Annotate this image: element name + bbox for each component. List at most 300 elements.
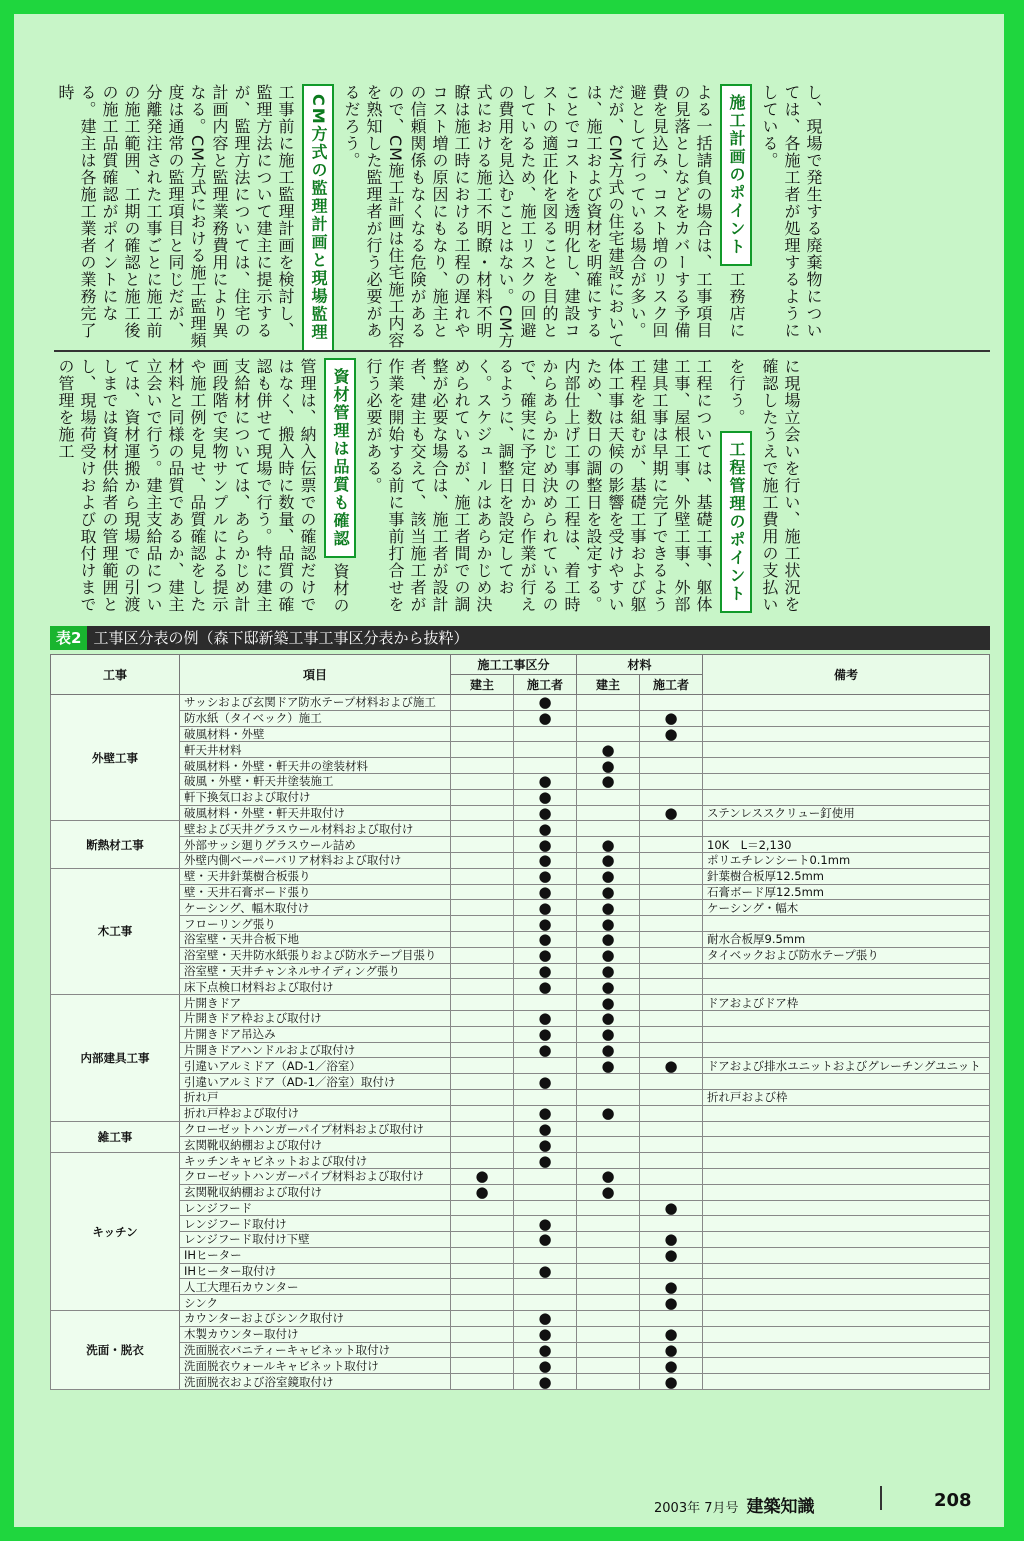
mark-cell: [640, 979, 703, 995]
col-header-zairyo: 材料: [577, 655, 703, 675]
mark-cell: ●: [640, 1326, 703, 1342]
table-row: [51, 947, 990, 963]
mark-cell: ●: [514, 916, 577, 932]
mark-cell: ●: [640, 1200, 703, 1216]
category-cell: 洗面・脱衣: [51, 1311, 180, 1390]
item-cell: 片開きドア吊込み: [180, 1026, 451, 1042]
table-row: [51, 1074, 990, 1090]
note-cell: [703, 1137, 990, 1153]
mark-cell: [451, 837, 514, 853]
issue-date: 2003年 7月号: [654, 1501, 739, 1516]
mark-cell: ●: [514, 821, 577, 837]
mark-cell: ●: [640, 805, 703, 821]
table-title: 工事区分表の例（森下邸新築工事工事区分表から抜粋）: [93, 629, 469, 647]
mark-cell: ●: [514, 979, 577, 995]
table-row: [51, 1153, 990, 1169]
mark-cell: [640, 1311, 703, 1327]
mark-cell: [451, 1042, 514, 1058]
item-cell: シンク: [180, 1295, 451, 1311]
col-header-kouji: 工事: [51, 655, 180, 695]
mark-cell: [451, 1247, 514, 1263]
table-caption: [50, 626, 990, 650]
mark-cell: [451, 1216, 514, 1232]
mark-cell: [514, 1295, 577, 1311]
mark-cell: [640, 1042, 703, 1058]
table-row: [51, 1247, 990, 1263]
table-row: [51, 979, 990, 995]
mark-cell: ●: [514, 963, 577, 979]
note-cell: [703, 963, 990, 979]
mark-cell: ●: [514, 1042, 577, 1058]
note-cell: [703, 979, 990, 995]
mark-cell: [640, 995, 703, 1011]
mark-cell: ●: [514, 1074, 577, 1090]
mark-cell: ●: [514, 884, 577, 900]
item-cell: クローゼットハンガーパイプ材料および取付け: [180, 1121, 451, 1137]
mark-cell: ●: [514, 773, 577, 789]
mark-cell: ●: [514, 789, 577, 805]
mark-cell: [451, 805, 514, 821]
mark-cell: [640, 1216, 703, 1232]
mark-cell: ●: [577, 995, 640, 1011]
mark-cell: ●: [514, 1311, 577, 1327]
note-cell: [703, 789, 990, 805]
mark-cell: [451, 1089, 514, 1105]
mark-cell: [640, 758, 703, 774]
mark-cell: [451, 1074, 514, 1090]
col-header-biko: 備考: [703, 655, 990, 695]
note-cell: ドアおよびドア枠: [703, 995, 990, 1011]
mark-cell: [577, 695, 640, 711]
heading-schedule: 工程管理のポイント: [720, 431, 752, 613]
mark-cell: [577, 1232, 640, 1248]
mark-cell: [514, 1089, 577, 1105]
item-cell: 軒天井材料: [180, 742, 451, 758]
note-cell: [703, 1026, 990, 1042]
table-tag: 表2: [50, 626, 87, 650]
mark-cell: ●: [577, 1042, 640, 1058]
note-cell: [703, 710, 990, 726]
mark-cell: ●: [640, 1342, 703, 1358]
item-cell: 破風材料・外壁・軒天井取付け: [180, 805, 451, 821]
mark-cell: [577, 1279, 640, 1295]
mark-cell: ●: [577, 1058, 640, 1074]
mark-cell: [451, 789, 514, 805]
mark-cell: [577, 1295, 640, 1311]
note-cell: [703, 773, 990, 789]
col-header-koumoku: 項目: [180, 655, 451, 695]
lower-paragraph-2: 工程については、基礎工事、躯体工事、屋根工事、外壁工事、外部建具工事は早期に完了できるよう工程を組むが、基礎工事および躯体工事は天候の影響を受けやすいため、数日の調整日を設定する。内部仕上げ工事の工程は、着工時からあらかじめ決められているので、確実に予定日から作業が行えるように、調整日を設定しておく。スケジュールはあらかじめ決められているが、施工者間での調整が必要な場合は、施工者が設計者、建主も交えて、該当施工者が作業を開始する前に事前打合せを行う必要がある。: [364, 358, 713, 613]
item-cell: 浴室壁・天井防水紙張りおよび防水テープ目張り: [180, 947, 451, 963]
col-header-sekousha: 施工者: [514, 675, 577, 695]
mark-cell: ●: [577, 1105, 640, 1121]
mark-cell: [451, 1058, 514, 1074]
item-cell: 壁・天井針葉樹合板張り: [180, 868, 451, 884]
mark-cell: [577, 1247, 640, 1263]
mark-cell: [514, 742, 577, 758]
mark-cell: ●: [640, 1295, 703, 1311]
item-cell: カウンターおよびシンク取付け: [180, 1311, 451, 1327]
mark-cell: [451, 1374, 514, 1390]
mark-cell: [451, 1232, 514, 1248]
item-cell: 洗面脱衣ウォールキャビネット取付け: [180, 1358, 451, 1374]
mark-cell: ●: [514, 1216, 577, 1232]
col-header-kenshu-material: 建主: [577, 675, 640, 695]
mark-cell: [577, 1121, 640, 1137]
item-cell: 破風材料・外壁: [180, 726, 451, 742]
mark-cell: ●: [514, 868, 577, 884]
table-row: [51, 1026, 990, 1042]
mark-cell: [577, 789, 640, 805]
mark-cell: [451, 1010, 514, 1026]
note-cell: 針葉樹合板厚12.5mm: [703, 868, 990, 884]
note-cell: [703, 1374, 990, 1390]
table-row: [51, 900, 990, 916]
table-body: [51, 695, 990, 1390]
note-cell: [703, 1342, 990, 1358]
item-cell: 玄関靴収納棚および取付け: [180, 1137, 451, 1153]
note-cell: [703, 1358, 990, 1374]
mark-cell: [577, 1216, 640, 1232]
mark-cell: [640, 900, 703, 916]
mark-cell: ●: [514, 1232, 577, 1248]
table-row: [51, 1279, 990, 1295]
note-cell: ケーシング・幅木: [703, 900, 990, 916]
mark-cell: ●: [577, 742, 640, 758]
mark-cell: [514, 1168, 577, 1184]
table-row: [51, 963, 990, 979]
item-cell: 外部サッシ廻りグラスウール詰め: [180, 837, 451, 853]
mark-cell: ●: [640, 1232, 703, 1248]
mark-cell: [577, 1089, 640, 1105]
item-cell: 浴室壁・天井チャンネルサイディング張り: [180, 963, 451, 979]
mark-cell: [640, 789, 703, 805]
lower-paragraph-1: に現場立会いを行い、施工状況を確認したうえで施工費用の支払いを行う。: [727, 358, 801, 613]
note-cell: タイベックおよび防水テープ張り: [703, 947, 990, 963]
heading-cm-supervision: CM方式の監理計画と現場監理: [302, 84, 334, 352]
note-cell: 折れ戸および枠: [703, 1089, 990, 1105]
col-header-kubun: 施工工事区分: [451, 655, 577, 675]
mark-cell: [451, 963, 514, 979]
mark-cell: [577, 1153, 640, 1169]
note-cell: [703, 1168, 990, 1184]
mark-cell: ●: [514, 805, 577, 821]
mark-cell: ●: [577, 773, 640, 789]
mark-cell: [577, 1358, 640, 1374]
mark-cell: [451, 916, 514, 932]
col-header-sekousha-material: 施工者: [640, 675, 703, 695]
table-row: [51, 1105, 990, 1121]
item-cell: 引違いアルミドア（AD-1／浴室）取付け: [180, 1074, 451, 1090]
mark-cell: [451, 1326, 514, 1342]
lower-text-block: [54, 358, 990, 616]
item-cell: フローリング張り: [180, 916, 451, 932]
mark-cell: [640, 695, 703, 711]
mark-cell: [577, 1342, 640, 1358]
mark-cell: [451, 868, 514, 884]
table-row: [51, 1184, 990, 1200]
mark-cell: ●: [577, 979, 640, 995]
mark-cell: ●: [577, 1010, 640, 1026]
table-row: [51, 1326, 990, 1342]
mark-cell: ●: [514, 710, 577, 726]
table-row: [51, 773, 990, 789]
mark-cell: [451, 1358, 514, 1374]
note-cell: [703, 1247, 990, 1263]
note-cell: [703, 1326, 990, 1342]
mark-cell: ●: [514, 1153, 577, 1169]
mark-cell: [640, 1121, 703, 1137]
mark-cell: [640, 852, 703, 868]
note-cell: [703, 1121, 990, 1137]
item-cell: 洗面脱衣バニティーキャビネット取付け: [180, 1342, 451, 1358]
mark-cell: [577, 710, 640, 726]
mark-cell: ●: [640, 1358, 703, 1374]
mark-cell: [577, 821, 640, 837]
item-cell: 引違いアルミドア（AD-1／浴室）: [180, 1058, 451, 1074]
magazine-name: 建築知識: [746, 1497, 815, 1517]
item-cell: サッシおよび玄関ドア防水テープ材料および施工: [180, 695, 451, 711]
category-cell: 木工事: [51, 868, 180, 994]
table-row: [51, 995, 990, 1011]
mark-cell: ●: [514, 852, 577, 868]
note-cell: [703, 742, 990, 758]
mark-cell: [640, 1137, 703, 1153]
mark-cell: [640, 1074, 703, 1090]
mark-cell: ●: [514, 1137, 577, 1153]
category-cell: キッチン: [51, 1153, 180, 1311]
mark-cell: [451, 742, 514, 758]
note-cell: [703, 1010, 990, 1026]
mark-cell: [640, 742, 703, 758]
page-footer: [654, 1490, 972, 1517]
note-cell: 石膏ボード厚12.5mm: [703, 884, 990, 900]
mark-cell: [451, 947, 514, 963]
mark-cell: [577, 1137, 640, 1153]
mark-cell: [514, 1279, 577, 1295]
note-cell: [703, 1074, 990, 1090]
mark-cell: [640, 1263, 703, 1279]
mark-cell: ●: [577, 916, 640, 932]
mark-cell: [451, 979, 514, 995]
item-cell: 壁および天井グラスウール材料および取付け: [180, 821, 451, 837]
table-row: [51, 1010, 990, 1026]
mark-cell: [577, 1311, 640, 1327]
table-row: [51, 1137, 990, 1153]
mark-cell: ●: [514, 900, 577, 916]
upper-paragraph-3: 工事前に施工監理計画を検討し、監理方法について建主に提示するが、監理方法については、住宅の計画内容と監理業務費用により異なる。CM方式における施工監理頻度は通常の監理項目と同じだが、分離発注された工事ごとに施工前の施工範囲、工期の確認と施工後の施工品質確認がポイントになる。建主は各施工業者の業務完了時: [56, 84, 295, 349]
item-cell: 折れ戸枠および取付け: [180, 1105, 451, 1121]
mark-cell: [451, 1153, 514, 1169]
mark-cell: [640, 963, 703, 979]
lower-paragraph-3: 資材の管理は、納入伝票での確認だけではなく、搬入時に数量、品質の確認も併せて現場で行う。特に建主支給材については、あらかじめ計画段階で実物サンプルによる提示や施工例を見せ、品質確認をした材料と同様の品質であるか、建主立会いで行う。建主支給品については、資材運搬から現場での引渡しまでは資材供給者の管理範囲とし、現場荷受けおよび取付けまでの管理を施工: [56, 358, 350, 615]
item-cell: 破風材料・外壁・軒天井の塗装材料: [180, 758, 451, 774]
mark-cell: [514, 1247, 577, 1263]
mark-cell: [451, 884, 514, 900]
mark-cell: ●: [577, 931, 640, 947]
mark-cell: [514, 1184, 577, 1200]
mark-cell: [451, 758, 514, 774]
note-cell: ステンレススクリュー釘使用: [703, 805, 990, 821]
note-cell: [703, 1042, 990, 1058]
mark-cell: [640, 821, 703, 837]
item-cell: 浴室壁・天井合板下地: [180, 931, 451, 947]
note-cell: [703, 1232, 990, 1248]
mark-cell: ●: [514, 1326, 577, 1342]
mark-cell: [451, 1105, 514, 1121]
table-row: [51, 789, 990, 805]
item-cell: 破風・外壁・軒天井塗装施工: [180, 773, 451, 789]
mark-cell: [451, 1279, 514, 1295]
note-cell: [703, 758, 990, 774]
mark-cell: [577, 1326, 640, 1342]
table-row: [51, 837, 990, 853]
note-cell: [703, 821, 990, 837]
mark-cell: [577, 1200, 640, 1216]
table-row: [51, 1295, 990, 1311]
note-cell: [703, 726, 990, 742]
mark-cell: [640, 773, 703, 789]
mark-cell: ●: [577, 758, 640, 774]
mark-cell: ●: [451, 1168, 514, 1184]
mark-cell: ●: [577, 1184, 640, 1200]
mark-cell: [577, 1374, 640, 1390]
table-row: [51, 710, 990, 726]
mark-cell: [514, 1200, 577, 1216]
table-row: [51, 852, 990, 868]
table-row: [51, 1232, 990, 1248]
col-header-kenshu: 建主: [451, 675, 514, 695]
table-row: [51, 742, 990, 758]
item-cell: 片開きドア枠および取付け: [180, 1010, 451, 1026]
item-cell: レンジフード取付け: [180, 1216, 451, 1232]
mark-cell: [451, 1026, 514, 1042]
heading-material-management: 資材管理は品質も確認: [324, 358, 356, 558]
mark-cell: ●: [577, 852, 640, 868]
note-cell: [703, 1279, 990, 1295]
note-cell: [703, 1153, 990, 1169]
item-cell: 壁・天井石膏ボード張り: [180, 884, 451, 900]
item-cell: IHヒーター: [180, 1247, 451, 1263]
mark-cell: ●: [514, 695, 577, 711]
mark-cell: [514, 1058, 577, 1074]
note-cell: [703, 1263, 990, 1279]
mark-cell: [640, 916, 703, 932]
mark-cell: ●: [577, 868, 640, 884]
mark-cell: ●: [577, 947, 640, 963]
table-row: [51, 1121, 990, 1137]
mark-cell: [577, 726, 640, 742]
mark-cell: ●: [514, 1263, 577, 1279]
mark-cell: ●: [514, 1358, 577, 1374]
mark-cell: ●: [640, 1279, 703, 1295]
table-row: [51, 884, 990, 900]
table-row: [51, 695, 990, 711]
page: [14, 14, 1004, 1527]
mark-cell: ●: [514, 1374, 577, 1390]
mark-cell: [451, 1200, 514, 1216]
table-row: [51, 1200, 990, 1216]
mark-cell: [640, 1010, 703, 1026]
table-row: [51, 758, 990, 774]
mark-cell: ●: [640, 1058, 703, 1074]
upper-paragraph-2: 工務店による一括請負の場合は、工事項目の見落としなどをカバーする予備費を見込み、コスト増のリスク回避として行っている場合が多い。だが、CM方式の住宅建設においては、施工および資材を明確にすることでコストを透明化し、建設コストの適正化を図ることを目的としているため、施工リスクの回避の費用を見込むことはない。CM方式における施工不明瞭・材料不明瞭は施工時における工程の遅れやコスト増の原因にもなり、施主との信頼関係もなくなる危険があるので、CM施工計画は住宅施工内容を熟知した監理者が行う必要があるだろう。: [342, 84, 746, 349]
item-cell: クローゼットハンガーパイプ材料および取付け: [180, 1168, 451, 1184]
table-row: [51, 805, 990, 821]
table-row: [51, 916, 990, 932]
table-row: [51, 821, 990, 837]
mark-cell: [451, 1121, 514, 1137]
mark-cell: [451, 1137, 514, 1153]
mark-cell: [640, 931, 703, 947]
mark-cell: [640, 884, 703, 900]
mark-cell: ●: [514, 1026, 577, 1042]
item-cell: 洗面脱衣および浴室鏡取付け: [180, 1374, 451, 1390]
mark-cell: ●: [577, 900, 640, 916]
note-cell: [703, 1105, 990, 1121]
note-cell: [703, 1216, 990, 1232]
category-cell: 断熱材工事: [51, 821, 180, 868]
work-division-table: [50, 654, 990, 1390]
item-cell: 折れ戸: [180, 1089, 451, 1105]
note-cell: 10K L＝2,130: [703, 837, 990, 853]
mark-cell: [451, 900, 514, 916]
item-cell: 玄関靴収納棚および取付け: [180, 1184, 451, 1200]
page-number: 208: [934, 1490, 972, 1511]
mark-cell: [640, 1026, 703, 1042]
mark-cell: ●: [577, 884, 640, 900]
divider-rule: [54, 350, 990, 352]
table-row: [51, 1058, 990, 1074]
note-cell: ドアおよび排水ユニットおよびグレーチングユニット: [703, 1058, 990, 1074]
mark-cell: ●: [514, 837, 577, 853]
mark-cell: [640, 1184, 703, 1200]
mark-cell: [640, 868, 703, 884]
table-row: [51, 1358, 990, 1374]
note-cell: [703, 695, 990, 711]
note-cell: [703, 1200, 990, 1216]
mark-cell: [451, 710, 514, 726]
mark-cell: [577, 1263, 640, 1279]
mark-cell: ●: [451, 1184, 514, 1200]
mark-cell: ●: [514, 1342, 577, 1358]
mark-cell: [451, 1342, 514, 1358]
mark-cell: [577, 1074, 640, 1090]
note-cell: [703, 916, 990, 932]
mark-cell: ●: [577, 1168, 640, 1184]
mark-cell: [514, 758, 577, 774]
item-cell: IHヒーター取付け: [180, 1263, 451, 1279]
mark-cell: [451, 726, 514, 742]
mark-cell: [640, 1168, 703, 1184]
item-cell: 外壁内側ベーパーバリア材料および取付け: [180, 852, 451, 868]
mark-cell: [451, 1295, 514, 1311]
category-cell: 内部建具工事: [51, 995, 180, 1121]
mark-cell: [514, 726, 577, 742]
mark-cell: ●: [514, 947, 577, 963]
mark-cell: [577, 805, 640, 821]
mark-cell: [451, 821, 514, 837]
mark-cell: [640, 1105, 703, 1121]
item-cell: 防水紙（タイベック）施工: [180, 710, 451, 726]
mark-cell: [640, 837, 703, 853]
note-cell: [703, 1184, 990, 1200]
mark-cell: ●: [514, 1010, 577, 1026]
mark-cell: ●: [577, 837, 640, 853]
table-row: [51, 1311, 990, 1327]
mark-cell: ●: [577, 963, 640, 979]
table-row: [51, 1263, 990, 1279]
